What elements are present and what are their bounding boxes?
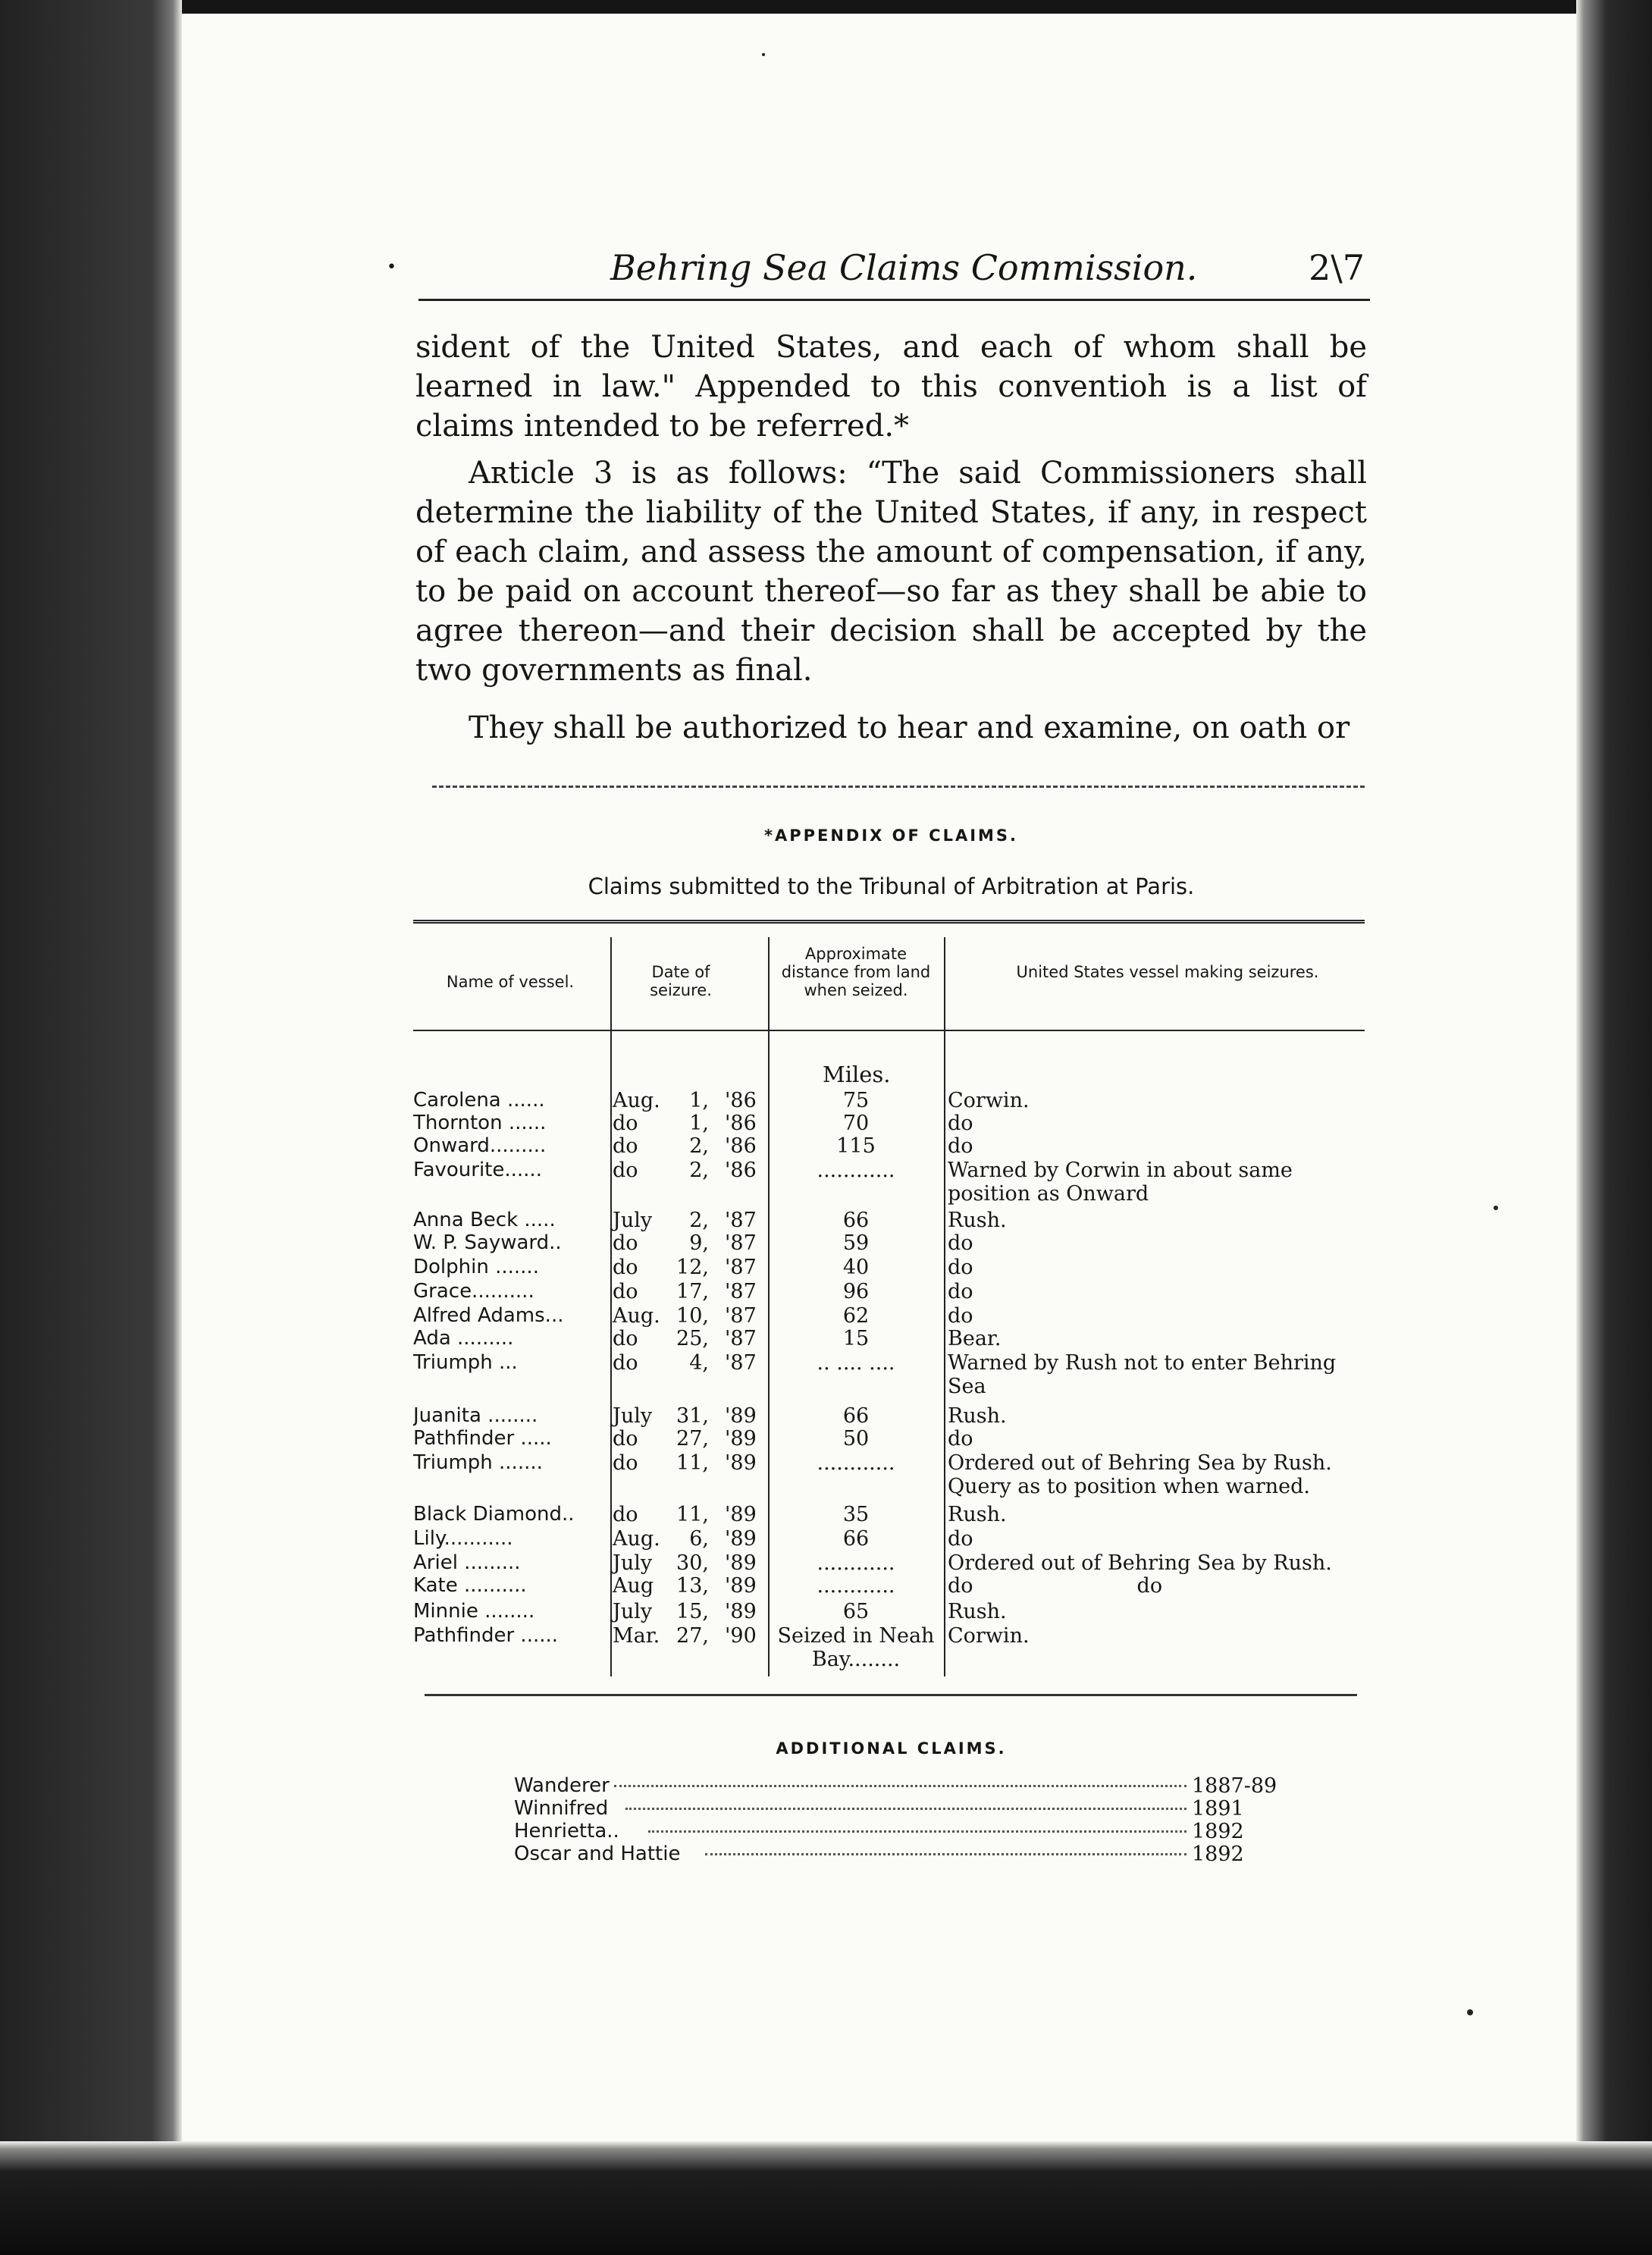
seizure-year-cell: '87 (725, 1351, 757, 1375)
additional-claim-year: 1887-89 (1192, 1774, 1277, 1798)
distance-cell: 15 (842, 1327, 870, 1350)
table-top-rule (413, 920, 1365, 924)
seizure-year-cell: '87 (725, 1256, 757, 1279)
seizure-day-cell: 2, (689, 1159, 709, 1182)
seizure-day-cell: 2, (689, 1134, 709, 1158)
distance-cell: 62 (842, 1304, 870, 1328)
seizing-vessel-cell: Rush. (948, 1209, 1007, 1232)
seizure-day-cell: 11, (676, 1503, 709, 1526)
seizure-year-cell: '87 (725, 1280, 757, 1303)
vessel-name-cell: Black Diamond.. (413, 1503, 575, 1526)
vessel-name-cell: Triumph ... (413, 1351, 518, 1374)
seizure-month-cell: Aug. (613, 1304, 660, 1328)
seizure-month-cell: Aug. (613, 1527, 660, 1551)
seizing-vessel-cell: Rush. (948, 1503, 1007, 1526)
seizure-year-cell: '89 (725, 1551, 757, 1575)
seizure-day-cell: 11, (676, 1451, 709, 1475)
seizing-vessel-cell: do (948, 1231, 973, 1255)
seizure-day-cell: 25, (676, 1327, 709, 1350)
vessel-name-cell: Anna Beck ..... (413, 1209, 556, 1231)
seizure-day-cell: 4, (689, 1351, 709, 1375)
seizing-vessel-cell: do (948, 1134, 973, 1158)
seizing-vessel-cell: do (948, 1527, 973, 1551)
scan-speck (762, 53, 765, 56)
scan-speck (1467, 2009, 1473, 2015)
vessel-name-cell: Carolena ...... (413, 1089, 545, 1112)
additional-claim-year: 1892 (1192, 1820, 1244, 1843)
appendix-title: *APPENDIX OF CLAIMS. (763, 826, 1019, 845)
distance-cell: 50 (842, 1427, 870, 1451)
seizure-year-cell: '89 (725, 1574, 757, 1598)
seizure-year-cell: '89 (725, 1404, 757, 1428)
additional-claim-name: Winnifred (514, 1797, 609, 1820)
vessel-name-cell: Lily........... (413, 1527, 513, 1550)
vessel-name-cell: Favourite...... (413, 1159, 542, 1181)
dot-leader (705, 1853, 1186, 1855)
seizing-vessel-cell: Ordered out of Behring Sea by Rush. Query as to position when warned. (948, 1451, 1332, 1498)
seizure-day-cell: 10, (676, 1304, 709, 1328)
seizure-month-cell: Mar. (613, 1624, 660, 1648)
seizing-vessel-cell: Ordered out of Behring Sea by Rush. (948, 1551, 1332, 1575)
table-bottom-rule (425, 1694, 1357, 1696)
distance-cell: 75 (842, 1089, 870, 1112)
seizure-year-cell: '87 (725, 1209, 757, 1232)
seizure-year-cell: '89 (725, 1451, 757, 1475)
header-bullet: • (387, 258, 397, 277)
column-divider (944, 937, 945, 1676)
header-rule (418, 299, 1370, 301)
seizure-day-cell: 17, (676, 1280, 709, 1303)
footnote-divider (432, 786, 1365, 788)
vessel-name-cell: Kate .......... (413, 1574, 527, 1597)
distance-cell: .. .... .... (817, 1351, 895, 1375)
seizing-vessel-cell: Corwin. (948, 1624, 1030, 1648)
seizure-day-cell: 6, (689, 1527, 709, 1551)
seizing-vessel-cell: Warned by Rush not to enter Behring Sea (948, 1351, 1337, 1398)
seizure-month-cell: July (613, 1551, 653, 1575)
vessel-name-cell: Triumph ....... (413, 1451, 543, 1474)
seizing-vessel-cell: Warned by Corwin in about same position as Onward (948, 1159, 1293, 1206)
running-title: Behring Sea Claims Commission. (610, 247, 1198, 288)
seizure-day-cell: 27, (676, 1624, 709, 1648)
column-header-distance: Approximate distance from land when seized. (781, 945, 931, 999)
seizure-year-cell: '87 (725, 1327, 757, 1350)
seizure-year-cell: '86 (725, 1089, 757, 1112)
seizing-vessel-cell: do (948, 1256, 973, 1279)
vessel-name-cell: Juanita ........ (413, 1404, 538, 1427)
header-underline (413, 1030, 1365, 1031)
seizure-month-cell: do (613, 1351, 638, 1375)
seizing-vessel-cell: Rush. (948, 1600, 1007, 1623)
seizing-vessel-cell: do (948, 1427, 973, 1451)
seizing-vessel-cell: Rush. (948, 1404, 1007, 1428)
seizure-month-cell: do (613, 1112, 638, 1135)
seizure-year-cell: '87 (725, 1304, 757, 1328)
column-header-name: Name of vessel. (446, 973, 575, 991)
paragraph-2: Aʀticle 3 is as follows: “The said Commissioners shall determine the liability of the United States, if any, in respect of each claim, and assess the amount of compensation, if any, to be paid on account thereof—so far as they shall be abie to agree thereon—and their decision shall be accepted by the two governments as final. (415, 456, 1367, 688)
page-header (364, 241, 1372, 299)
seizure-month-cell: do (613, 1231, 638, 1255)
distance-unit: Miles. (823, 1062, 891, 1087)
seizure-month-cell: Aug. (613, 1089, 660, 1112)
seizure-year-cell: '89 (725, 1427, 757, 1451)
additional-claim-name: Wanderer (514, 1774, 610, 1797)
seizure-day-cell: 27, (676, 1427, 709, 1451)
distance-cell: 70 (842, 1112, 870, 1135)
scan-edge-left (0, 0, 182, 2255)
seizure-month-cell: do (613, 1256, 638, 1279)
dot-leader (625, 1808, 1186, 1810)
vessel-name-cell: Ariel ......... (413, 1551, 521, 1574)
distance-cell: ............ (817, 1574, 895, 1598)
distance-cell: 115 (836, 1134, 876, 1158)
scan-speck (1494, 1206, 1498, 1210)
additional-claim-name: Oscar and Hattie (514, 1843, 681, 1865)
page-number: 2\7 (1308, 247, 1365, 288)
distance-cell: ............ (817, 1551, 895, 1575)
column-divider (610, 937, 612, 1676)
seizing-vessel-cell: do do (948, 1574, 1163, 1598)
seizure-day-cell: 9, (689, 1231, 709, 1255)
column-header-vessel: United States vessel making seizures. (1016, 963, 1319, 981)
additional-claim-year: 1891 (1192, 1797, 1244, 1821)
seizing-vessel-cell: do (948, 1304, 973, 1328)
distance-cell: 40 (842, 1256, 870, 1279)
scan-edge-bottom (0, 2141, 1652, 2255)
vessel-name-cell: Pathfinder ..... (413, 1427, 552, 1450)
distance-cell: 66 (842, 1209, 870, 1232)
seizure-month-cell: do (613, 1280, 638, 1303)
distance-cell: ............ (817, 1451, 895, 1475)
seizure-month-cell: do (613, 1134, 638, 1158)
additional-claim-name: Henrietta.. (514, 1820, 619, 1843)
seizure-month-cell: do (613, 1427, 638, 1451)
vessel-name-cell: Minnie ........ (413, 1600, 535, 1623)
seizure-month-cell: July (613, 1600, 653, 1623)
seizure-month-cell: July (613, 1404, 653, 1428)
seizure-month-cell: do (613, 1503, 638, 1526)
distance-cell: ............ (817, 1159, 895, 1182)
additional-claims-title: ADDITIONAL CLAIMS. (776, 1739, 1007, 1758)
vessel-name-cell: Ada ......... (413, 1327, 514, 1350)
seizure-day-cell: 13, (676, 1574, 709, 1598)
scan-edge-right (1576, 0, 1652, 2255)
seizing-vessel-cell: do (948, 1112, 973, 1135)
seizure-day-cell: 1, (689, 1089, 709, 1112)
seizing-vessel-cell: Corwin. (948, 1089, 1030, 1112)
seizure-day-cell: 12, (676, 1256, 709, 1279)
seizure-day-cell: 1, (689, 1112, 709, 1135)
vessel-name-cell: Thornton ...... (413, 1112, 547, 1134)
additional-claim-year: 1892 (1192, 1843, 1244, 1866)
paragraph-1: sident of the United States, and each of whom shall be learned in law." Appended to this conventioh is a list of claims intended to be referred.* (415, 330, 1367, 444)
vessel-name-cell: Pathfinder ...... (413, 1624, 559, 1647)
dot-leader (648, 1830, 1186, 1833)
seizure-year-cell: '89 (725, 1527, 757, 1551)
distance-cell: 59 (842, 1231, 870, 1255)
seizure-year-cell: '86 (725, 1159, 757, 1182)
seizure-month-cell: do (613, 1451, 638, 1475)
distance-cell: 66 (842, 1527, 870, 1551)
seizure-day-cell: 31, (676, 1404, 709, 1428)
seizure-day-cell: 30, (676, 1551, 709, 1575)
seizure-month-cell: do (613, 1327, 638, 1350)
seizure-month-cell: do (613, 1159, 638, 1182)
seizure-day-cell: 15, (676, 1600, 709, 1623)
seizure-year-cell: '89 (725, 1600, 757, 1623)
vessel-name-cell: W. P. Sayward.. (413, 1231, 562, 1254)
distance-cell: Seized in Neah Bay........ (777, 1624, 935, 1671)
seizure-year-cell: '89 (725, 1503, 757, 1526)
seizure-year-cell: '86 (725, 1134, 757, 1158)
seizure-day-cell: 2, (689, 1209, 709, 1232)
distance-cell: 65 (842, 1600, 870, 1623)
vessel-name-cell: Onward......... (413, 1134, 547, 1157)
scan-edge-top (0, 0, 1652, 14)
dot-leader (614, 1785, 1186, 1787)
seizure-year-cell: '90 (725, 1624, 757, 1648)
vessel-name-cell: Grace.......... (413, 1280, 534, 1303)
seizure-month-cell: July (613, 1209, 653, 1232)
vessel-name-cell: Alfred Adams... (413, 1304, 564, 1327)
seizure-month-cell: Aug (613, 1574, 654, 1598)
seizure-year-cell: '86 (725, 1112, 757, 1135)
seizing-vessel-cell: do (948, 1280, 973, 1303)
distance-cell: 66 (842, 1404, 870, 1428)
paragraph-3: They shall be authorized to hear and examine, on oath or (469, 710, 1350, 745)
distance-cell: 35 (842, 1503, 870, 1526)
seizing-vessel-cell: Bear. (948, 1327, 1002, 1350)
appendix-subtitle: Claims submitted to the Tribunal of Arbitration at Paris. (588, 873, 1195, 899)
seizure-year-cell: '87 (725, 1231, 757, 1255)
vessel-name-cell: Dolphin ....... (413, 1256, 539, 1278)
column-header-date: Date of seizure. (650, 963, 712, 999)
distance-cell: 96 (842, 1280, 870, 1303)
